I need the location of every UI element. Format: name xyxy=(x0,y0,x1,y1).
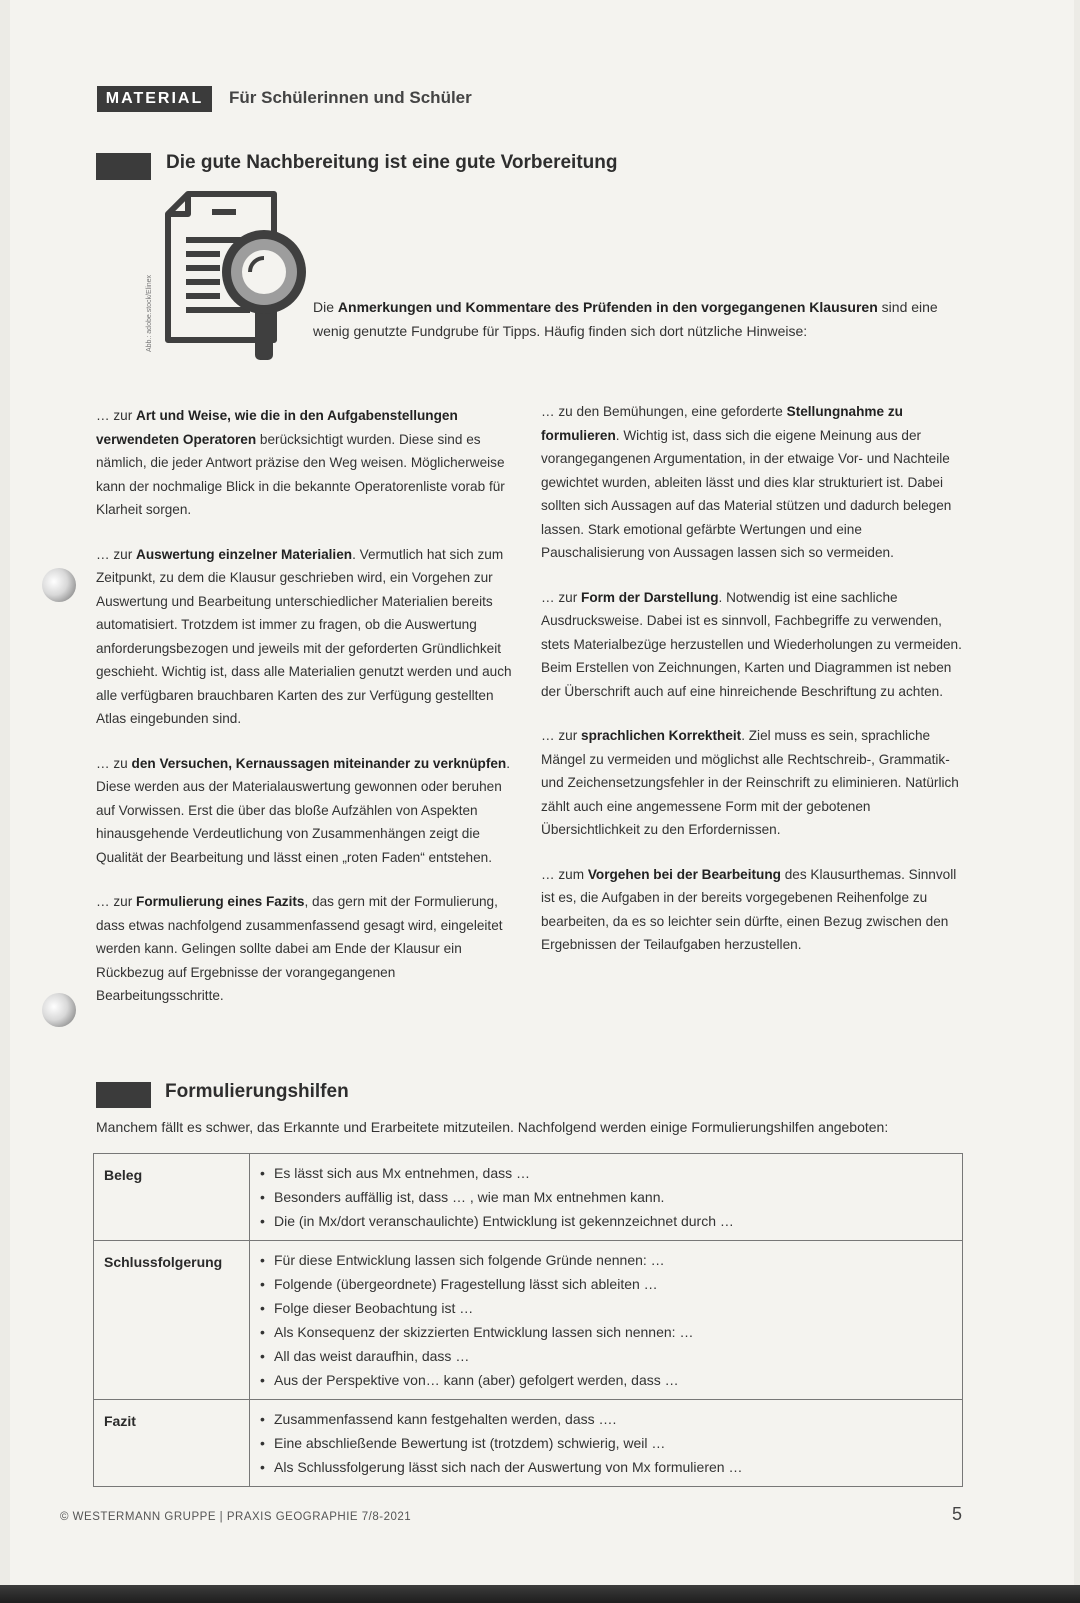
list-item: • Eine abschließende Bewertung ist (trotzdem) schwierig, weil … xyxy=(258,1431,954,1455)
tip-bold: Vorgehen bei der Bearbeitung xyxy=(587,866,781,882)
row-label: Beleg xyxy=(94,1154,250,1241)
tip-bold: Auswertung einzelner Materialien xyxy=(136,546,353,562)
intro-pre: Die xyxy=(313,299,338,315)
tip-bold: Stellungnahme zu formulieren xyxy=(541,404,903,443)
list-item: • Es lässt sich aus Mx entnehmen, dass … xyxy=(258,1161,954,1185)
left-column xyxy=(96,404,513,1029)
tip-bold: Form der Darstellung xyxy=(581,589,719,605)
list-item: • Für diese Entwicklung lassen sich folgende Gründe nennen: … xyxy=(258,1248,954,1272)
list-item: • Aus der Perspektive von… kann (aber) gefolgert werden, dass … xyxy=(258,1368,954,1392)
list-item: • Folge dieser Beobachtung ist … xyxy=(258,1296,954,1320)
section-title: Die gute Nachbereitung ist eine gute Vorbereitung xyxy=(166,152,618,173)
tip-bold: den Versuchen, Kernaussagen miteinander zu verknüpfen xyxy=(131,755,507,771)
tip-bold: Formulierung eines Fazits xyxy=(136,894,305,909)
table-row xyxy=(94,1154,963,1241)
row-items xyxy=(250,1241,963,1400)
list-item: • Die (in Mx/dort veranschaulichte) Entwicklung ist gekennzeichnet durch … xyxy=(258,1209,954,1233)
footer-copyright: © WESTERMANN GRUPPE | PRAXIS GEOGRAPHIE 7/8-2021 xyxy=(60,1511,412,1523)
list-item: • Zusammenfassend kann festgehalten werden, dass …. xyxy=(258,1407,954,1431)
tip-text: . Notwendig ist eine sachliche Ausdrucksweise. Dabei ist es sinnvoll, Fachbegriffe zu verwenden, stets Materialbezüge herzustellen und Wiederholungen zu vermeiden. Beim Erstellen von Zeichnungen, Karten und Diagrammen ist neben der Überschrift auch auf eine hinreichende Beschriftung zu achten. xyxy=(541,589,962,699)
intro-post: sind eine wenig genutzte Fundgrube für Tipps. Häufig finden sich dort nützliche Hinweise: xyxy=(313,299,938,339)
tip-text: . Wichtig ist, dass sich die eigene Meinung aus der vorangegangenen Argumentation, in der etwaige Vor- und Nachteile gewichtet wurden, ableiten lässt und dies klar strukturiert ist. Dabei sollten sich Aussagen auf das Material stützen und dadurch belegen lassen. Stark emotional gefärbte Wertungen und eine Pauschalisierung von Aussagen lassen sich so vermeiden. xyxy=(541,427,952,560)
intro-bold: Anmerkungen und Kommentare des Prüfenden in den vorgegangenen Klausuren xyxy=(337,299,878,315)
tip-text: . Vermutlich hat sich zum Zeitpunkt, zu dem die Klausur geschrieben wird, ein Vorgehen zur Auswertung und Bearbeitung unterschiedlicher Materialien bereits automatisiert. Trotzdem ist immer zu fragen, ob die Auswertung anforderungsbezogen und jeweils mit der geforderten Gründlichkeit geschieht. Wichtig ist, dass alle Materialien genutzt werden und auch alle verfügbaren brauchbaren Karten des zur Verfügung gestellten Atlas eingebunden sind. xyxy=(96,546,512,726)
document-magnifier-icon-svg xyxy=(150,190,320,370)
image-credit: Abb.: adobe.stock/Elinex xyxy=(146,274,153,352)
document-magnifier-icon xyxy=(150,190,320,370)
tip-text: des Klausurthemas. Sinnvoll ist es, die Aufgaben in der bereits vorgegebenen Reihenfolge zu bearbeiten, da es so leichter sein dürfte, einen Bezug zwischen den Ergebnissen der Teilaufgaben herzustellen. xyxy=(541,866,957,952)
page-number: 5 xyxy=(952,1504,963,1524)
list-item: • All das weist daraufhin, dass … xyxy=(258,1344,954,1368)
punch-hole xyxy=(42,568,76,602)
tip-text: berücksichtigt wurden. Diese sind es nämlich, die jeder Antwort präzise den Weg weisen. Möglicherweise kann der nochmalige Blick in die bekannte Operatorenliste vorab für Klarheit sorgen. xyxy=(96,431,505,517)
section-marker xyxy=(96,153,151,180)
tip-pre: … zur xyxy=(96,546,137,562)
tip-text: . Diese werden aus der Materialauswertung gewonnen oder beruhen auf Vorwissen. Erst die über das bloße Aufzählen von Aspekten hinausgehende Verdeutlichung von Zusammenhängen zeigt die Qualität der Bearbeitung und lässt einen „roten Faden“ entstehen. xyxy=(96,755,510,865)
tip-paragraph xyxy=(96,890,513,1008)
tip-pre: … zur xyxy=(541,589,582,605)
table-row xyxy=(94,1241,963,1400)
row-items xyxy=(250,1154,963,1241)
tip-pre: … zur xyxy=(96,894,137,909)
list-item: • Als Schlussfolgerung lässt sich nach der Auswertung von Mx formulieren … xyxy=(258,1455,954,1479)
list-item: • Als Konsequenz der skizzierten Entwicklung lassen sich nennen: … xyxy=(258,1320,954,1344)
tip-paragraph xyxy=(541,586,963,704)
tip-pre: … zur xyxy=(541,728,582,743)
scan-bottom-edge xyxy=(0,1585,1080,1603)
section-title: Formulierungshilfen xyxy=(165,1081,349,1102)
row-items xyxy=(250,1400,963,1487)
phrasing-helpers-table xyxy=(93,1153,963,1487)
section-marker xyxy=(96,1082,151,1108)
tip-pre: … zu xyxy=(96,755,132,771)
tip-paragraph xyxy=(96,404,513,522)
table-row xyxy=(94,1400,963,1487)
row-label: Fazit xyxy=(94,1400,250,1487)
tip-paragraph xyxy=(541,863,963,957)
material-badge: MATERIAL xyxy=(97,86,212,112)
punch-hole xyxy=(42,993,76,1027)
intro-text xyxy=(313,295,963,343)
helpers-intro: Manchem fällt es schwer, das Erkannte und Erarbeitete mitzuteilen. Nachfolgend werden einige Formulierungshilfen angeboten: xyxy=(96,1119,889,1135)
tip-pre: … zur xyxy=(96,408,137,423)
tip-pre: … zu den Bemühungen, eine geforderte xyxy=(541,404,787,419)
tip-bold: sprachlichen Korrektheit xyxy=(581,728,742,743)
tip-paragraph xyxy=(541,400,963,565)
row-label: Schlussfolgerung xyxy=(94,1241,250,1400)
right-column xyxy=(541,400,963,978)
tip-text: . Ziel muss es sein, sprachliche Mängel zu vermeiden und möglichst alle Rechtschreib-, Grammatik- und Zeichensetzungsfehler in der Reinschrift zu eliminieren. Natürlich zählt auch eine angemessene Form mit der gebotenen Übersichtlichkeit zu den Erfordernissen. xyxy=(541,728,959,837)
material-subtitle: Für Schülerinnen und Schüler xyxy=(229,88,472,107)
tip-text: , das gern mit der Formulierung, dass etwas nachfolgend zusammenfassend gesagt wird, eingeleitet werden kann. Gelingen sollte dabei am Ende der Klausur ein Rückbezug auf Ergebnisse der vorangegangenen Bearbeitungsschritte. xyxy=(96,894,503,1003)
tip-bold: Art und Weise, wie die in den Aufgabenstellungen verwendeten Operatoren xyxy=(96,408,458,447)
tip-paragraph xyxy=(96,543,513,731)
tip-paragraph xyxy=(96,752,513,870)
list-item: • Besonders auffällig ist, dass … , wie man Mx entnehmen kann. xyxy=(258,1185,954,1209)
tip-paragraph xyxy=(541,724,963,842)
tip-pre: … zum xyxy=(541,866,588,882)
list-item: • Folgende (übergeordnete) Fragestellung lässt sich ableiten … xyxy=(258,1272,954,1296)
